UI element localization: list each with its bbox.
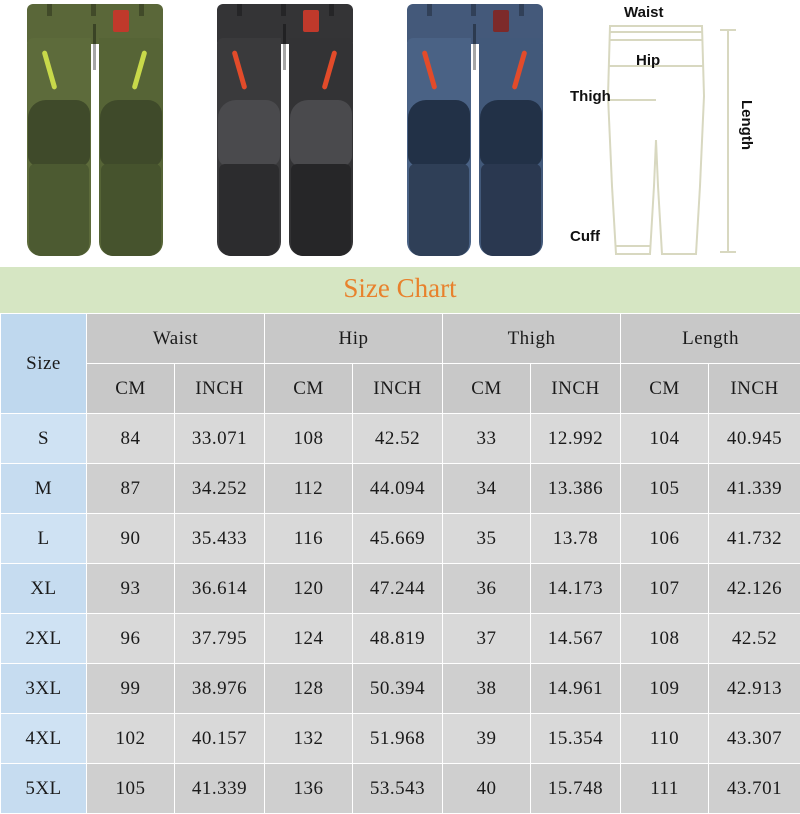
cell-waist-cm: 105 <box>87 764 175 814</box>
measurement-diagram <box>570 0 800 266</box>
unit-header-row <box>1 364 800 414</box>
cell-length-cm: 104 <box>621 414 709 464</box>
cell-length-inch: 42.126 <box>709 564 800 614</box>
size-chart-section <box>0 266 800 814</box>
cell-waist-cm: 84 <box>87 414 175 464</box>
size-chart-title: Size Chart <box>0 266 800 313</box>
header-unit-waist-inch: INCH <box>175 364 265 414</box>
size-chart-body <box>1 414 800 814</box>
table-row <box>1 714 800 764</box>
cell-hip-inch: 44.094 <box>353 464 443 514</box>
cell-length-cm: 105 <box>621 464 709 514</box>
cell-length-inch: 43.307 <box>709 714 800 764</box>
header-group-thigh: Thigh <box>443 314 621 364</box>
cell-hip-cm: 120 <box>265 564 353 614</box>
cell-waist-inch: 40.157 <box>175 714 265 764</box>
header-size: Size <box>1 314 87 414</box>
cell-length-inch: 40.945 <box>709 414 800 464</box>
cell-waist-cm: 87 <box>87 464 175 514</box>
cell-hip-cm: 116 <box>265 514 353 564</box>
cell-hip-inch: 51.968 <box>353 714 443 764</box>
header-unit-length-inch: INCH <box>709 364 800 414</box>
product-image-navy-blue <box>393 4 558 256</box>
row-size: 5XL <box>1 764 87 814</box>
cell-hip-inch: 53.543 <box>353 764 443 814</box>
cell-thigh-inch: 14.567 <box>531 614 621 664</box>
product-image-army-green <box>13 4 178 256</box>
diagram-label-waist: Waist <box>624 4 663 21</box>
diagram-label-cuff: Cuff <box>570 228 600 245</box>
diagram-label-length: Length <box>738 100 755 150</box>
cell-thigh-cm: 34 <box>443 464 531 514</box>
table-row <box>1 614 800 664</box>
header-unit-hip-cm: CM <box>265 364 353 414</box>
row-size: M <box>1 464 87 514</box>
cell-length-cm: 110 <box>621 714 709 764</box>
group-header-row <box>1 314 800 364</box>
cell-waist-cm: 102 <box>87 714 175 764</box>
cell-hip-inch: 42.52 <box>353 414 443 464</box>
cell-thigh-inch: 12.992 <box>531 414 621 464</box>
size-chart-head <box>1 314 800 414</box>
cell-hip-cm: 108 <box>265 414 353 464</box>
cell-thigh-inch: 15.354 <box>531 714 621 764</box>
cell-length-cm: 108 <box>621 614 709 664</box>
cell-waist-inch: 33.071 <box>175 414 265 464</box>
header-unit-waist-cm: CM <box>87 364 175 414</box>
measurement-diagram-svg <box>570 0 800 266</box>
size-chart-table <box>0 313 800 814</box>
cell-waist-inch: 35.433 <box>175 514 265 564</box>
cell-waist-cm: 90 <box>87 514 175 564</box>
header-unit-length-cm: CM <box>621 364 709 414</box>
table-row <box>1 564 800 614</box>
cell-thigh-inch: 14.173 <box>531 564 621 614</box>
cell-length-inch: 41.732 <box>709 514 800 564</box>
row-size: 4XL <box>1 714 87 764</box>
cell-waist-inch: 41.339 <box>175 764 265 814</box>
cell-hip-inch: 48.819 <box>353 614 443 664</box>
pants-photos <box>0 0 570 266</box>
cell-hip-cm: 136 <box>265 764 353 814</box>
row-size: S <box>1 414 87 464</box>
product-photo-strip <box>0 0 800 266</box>
cell-thigh-cm: 38 <box>443 664 531 714</box>
diagram-label-thigh: Thigh <box>570 88 611 105</box>
cell-length-inch: 43.701 <box>709 764 800 814</box>
cell-length-inch: 41.339 <box>709 464 800 514</box>
cell-thigh-cm: 35 <box>443 514 531 564</box>
cell-length-inch: 42.52 <box>709 614 800 664</box>
cell-waist-inch: 38.976 <box>175 664 265 714</box>
table-row <box>1 464 800 514</box>
cell-thigh-inch: 14.961 <box>531 664 621 714</box>
cell-length-cm: 109 <box>621 664 709 714</box>
cell-thigh-inch: 13.386 <box>531 464 621 514</box>
header-unit-hip-inch: INCH <box>353 364 443 414</box>
cell-length-cm: 107 <box>621 564 709 614</box>
cell-waist-cm: 96 <box>87 614 175 664</box>
cell-length-cm: 106 <box>621 514 709 564</box>
table-row <box>1 764 800 814</box>
cell-length-inch: 42.913 <box>709 664 800 714</box>
row-size: XL <box>1 564 87 614</box>
row-size: L <box>1 514 87 564</box>
header-group-hip: Hip <box>265 314 443 364</box>
table-row <box>1 514 800 564</box>
cell-waist-inch: 34.252 <box>175 464 265 514</box>
row-size: 2XL <box>1 614 87 664</box>
cell-hip-cm: 132 <box>265 714 353 764</box>
cell-hip-inch: 47.244 <box>353 564 443 614</box>
cell-waist-cm: 93 <box>87 564 175 614</box>
cell-hip-cm: 128 <box>265 664 353 714</box>
cell-hip-inch: 45.669 <box>353 514 443 564</box>
header-group-length: Length <box>621 314 800 364</box>
row-size: 3XL <box>1 664 87 714</box>
cell-waist-inch: 36.614 <box>175 564 265 614</box>
cell-hip-cm: 124 <box>265 614 353 664</box>
cell-hip-cm: 112 <box>265 464 353 514</box>
cell-thigh-cm: 33 <box>443 414 531 464</box>
table-row <box>1 414 800 464</box>
cell-thigh-inch: 13.78 <box>531 514 621 564</box>
cell-thigh-inch: 15.748 <box>531 764 621 814</box>
cell-thigh-cm: 39 <box>443 714 531 764</box>
header-group-waist: Waist <box>87 314 265 364</box>
header-unit-thigh-inch: INCH <box>531 364 621 414</box>
cell-thigh-cm: 40 <box>443 764 531 814</box>
table-row <box>1 664 800 714</box>
cell-thigh-cm: 36 <box>443 564 531 614</box>
product-image-black <box>203 4 368 256</box>
cell-thigh-cm: 37 <box>443 614 531 664</box>
cell-length-cm: 111 <box>621 764 709 814</box>
diagram-label-hip: Hip <box>636 52 660 69</box>
cell-waist-inch: 37.795 <box>175 614 265 664</box>
cell-waist-cm: 99 <box>87 664 175 714</box>
cell-hip-inch: 50.394 <box>353 664 443 714</box>
header-unit-thigh-cm: CM <box>443 364 531 414</box>
